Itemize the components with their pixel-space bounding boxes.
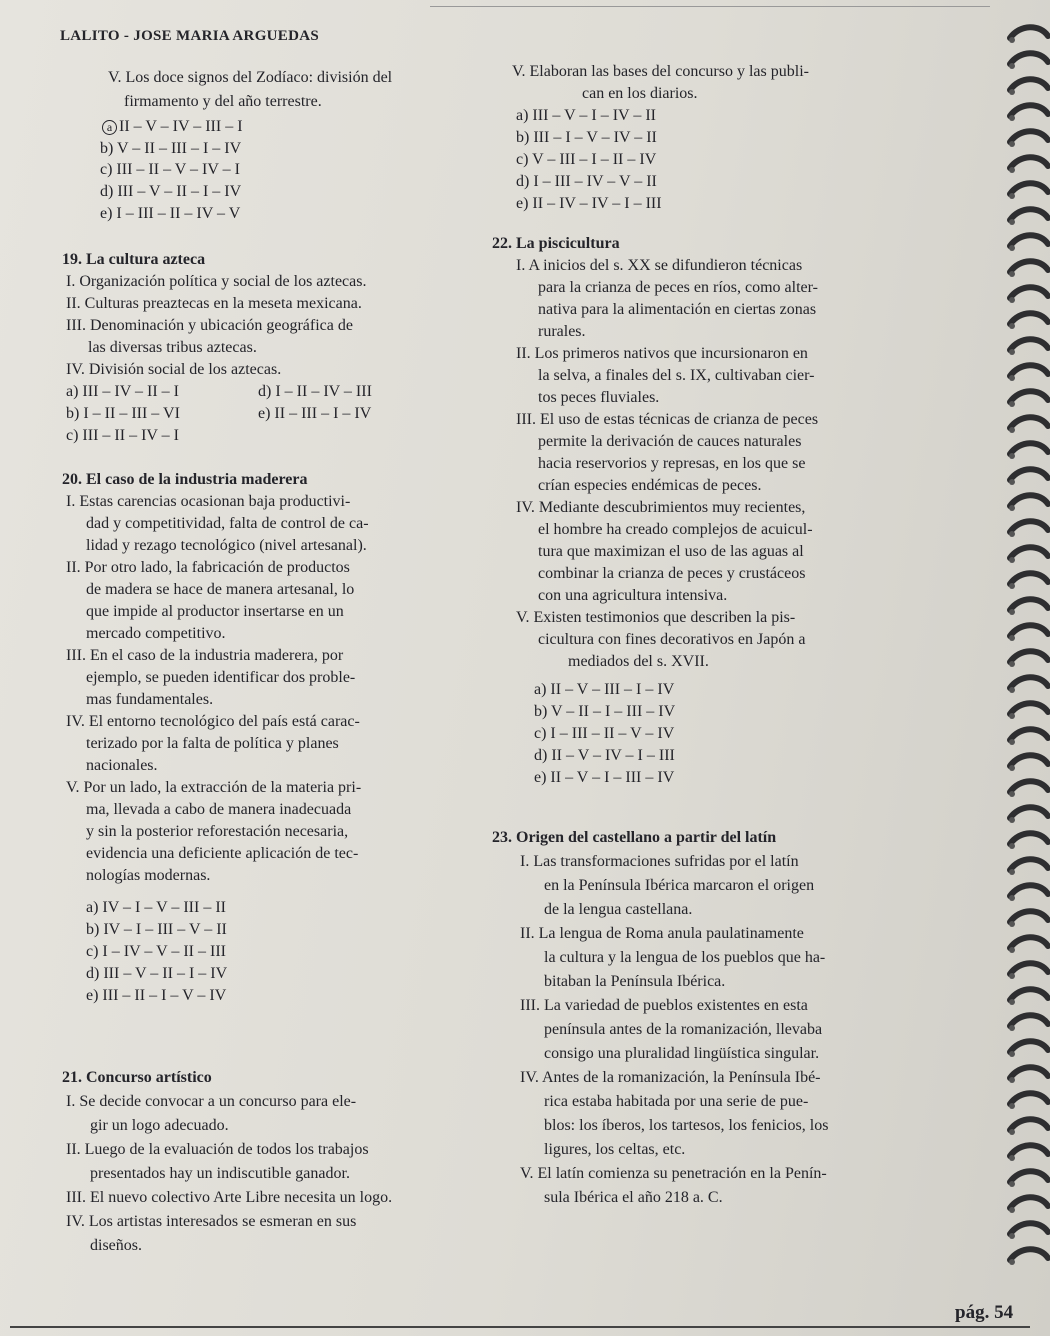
binding-hole (1009, 1181, 1015, 1187)
text-line-q20-b: b) IV – I – III – V – II (86, 921, 227, 938)
text-line-q22-7: tos peces fluviales. (538, 389, 660, 406)
spiral-ring (1010, 235, 1048, 246)
binding-hole (1009, 401, 1015, 407)
spiral-ring (1010, 1145, 1048, 1156)
binding-hole (1009, 713, 1015, 719)
spiral-ring (1010, 1197, 1048, 1208)
text-line-q22-c: c) I – III – II – V – IV (534, 725, 675, 742)
text-line-q20-10: mas fundamentales. (86, 691, 214, 708)
spiral-ring (1010, 1171, 1048, 1182)
binding-hole (1009, 817, 1015, 823)
binding-hole (1009, 843, 1015, 849)
binding-hole (1009, 557, 1015, 563)
text-line-q22-12: IV. Mediante descubrimientos muy recientes, (516, 499, 806, 516)
text-line-q23-9: consigo una pluralidad lingüística singular. (544, 1045, 820, 1062)
text-line-q22-5: II. Los primeros nativos que incursionaron en (516, 345, 808, 362)
text-line-r-2: can en los diarios. (582, 85, 698, 102)
text-line-q20-15: ma, llevada a cabo de manera inadecuada (86, 801, 352, 818)
binding-hole (1009, 1077, 1015, 1083)
spiral-ring (1010, 911, 1048, 922)
text-line-q22-2: para la crianza de peces en ríos, como alter- (538, 279, 818, 296)
binding-hole (1009, 1233, 1015, 1239)
binding-hole (1009, 167, 1015, 173)
text-line-q23-5: la cultura y la lengua de los pueblos que ha- (544, 949, 826, 966)
text-line-q21-6: IV. Los artistas interesados se esmeran en sus (66, 1213, 357, 1230)
text-line-zod-2: firmamento y del año terrestre. (124, 93, 322, 110)
binding-hole (1009, 427, 1015, 433)
spiral-ring (1010, 391, 1048, 402)
text-line-q20-5: de madera se hace de manera artesanal, lo (86, 581, 355, 598)
top-rule (430, 6, 990, 7)
spiral-ring (1010, 781, 1048, 792)
text-line-q23-4: II. La lengua de Roma anula paulatinamente (520, 925, 804, 942)
text-line-q22-15: combinar la crianza de peces y crustáceos (538, 565, 806, 582)
spiral-ring (1010, 989, 1048, 1000)
text-line-q19-5: IV. División social de los aztecas. (66, 361, 282, 378)
text-line-zod-d: d) III – V – II – I – IV (100, 183, 242, 200)
text-line-q20-d: d) III – V – II – I – IV (86, 965, 228, 982)
text-line-q23-6: bitaban la Península Ibérica. (544, 973, 726, 990)
text-line-q21-5: III. El nuevo colectivo Arte Libre necesita un logo. (66, 1189, 393, 1206)
text-line-q22-19: mediados del s. XVII. (568, 653, 709, 670)
text-line-zod-1: V. Los doce signos del Zodíaco: división del (108, 69, 393, 86)
text-line-q23-3: de la lengua castellana. (544, 901, 693, 918)
binding-hole (1009, 1155, 1015, 1161)
text-line-zod-c: c) III – II – V – IV – I (100, 161, 240, 178)
spiral-ring (1010, 859, 1048, 870)
spiral-ring (1010, 443, 1048, 454)
text-line-q19-c: c) III – II – IV – I (66, 427, 179, 444)
text-line-q20-17: evidencia una deficiente aplicación de tec- (86, 845, 359, 862)
spiral-ring (1010, 1119, 1048, 1130)
circled-option-mark: a (102, 120, 117, 135)
text-line-q20-c: c) I – IV – V – II – III (86, 943, 226, 960)
binding-hole (1009, 1103, 1015, 1109)
spiral-ring (1010, 1015, 1048, 1026)
binding-hole (1009, 583, 1015, 589)
text-line-q22-b: b) V – II – I – III – IV (534, 703, 676, 720)
text-line-q22-a: a) II – V – III – I – IV (534, 681, 675, 698)
spiral-ring (1010, 547, 1048, 558)
binding-hole (1009, 505, 1015, 511)
text-line-q19-3: III. Denominación y ubicación geográfica de (66, 317, 353, 334)
text-line-q22-18: cicultura con fines decorativos en Japón a (538, 631, 806, 648)
option-text: II – V – IV – III – I (119, 118, 243, 135)
text-line-q22-14: tura que maximizan el uso de las aguas al (538, 543, 804, 560)
spiral-ring (1010, 261, 1048, 272)
text-line-q20-14: V. Por un lado, la extracción de la materia pri- (66, 779, 362, 796)
spiral-ring (1010, 365, 1048, 376)
text-line-r-1: V. Elaboran las bases del concurso y las publi- (512, 63, 809, 80)
text-line-q20-3: lidad y rezago tecnológico (nivel artesanal). (86, 537, 367, 554)
spiral-ring (1010, 417, 1048, 428)
spiral-ring (1010, 729, 1048, 740)
text-line-r-b: b) III – I – V – IV – II (516, 129, 657, 146)
binding-hole (1009, 479, 1015, 485)
text-line-q21-1: I. Se decide convocar a un concurso para ele- (66, 1093, 357, 1110)
text-line-r-e: e) II – IV – IV – I – III (516, 195, 662, 212)
spiral-ring (1010, 27, 1048, 38)
binding-hole (1009, 765, 1015, 771)
text-line-q20-11: IV. El entorno tecnológico del país está carac- (66, 713, 360, 730)
spiral-ring (1010, 521, 1048, 532)
text-line-q20-16: y sin la posterior reforestación necesaria, (86, 823, 349, 840)
spiral-ring (1010, 651, 1048, 662)
text-line-zod-a (102, 117, 243, 137)
binding-hole (1009, 1025, 1015, 1031)
text-line-q22-13: el hombre ha creado complejos de acuicul- (538, 521, 813, 538)
text-line-zod-e: e) I – III – II – IV – V (100, 205, 241, 222)
spiral-ring (1010, 1093, 1048, 1104)
question-title-q22: 22. La piscicultura (492, 235, 620, 252)
binding-hole (1009, 531, 1015, 537)
bottom-rule (10, 1326, 1030, 1328)
text-line-q22-6: la selva, a finales del s. IX, cultivaban cier- (538, 367, 815, 384)
binding-hole (1009, 375, 1015, 381)
page-number: pág. 54 (955, 1302, 1014, 1323)
text-line-q22-8: III. El uso de estas técnicas de crianza de peces (516, 411, 819, 428)
spiral-ring (1010, 313, 1048, 324)
question-title-q19: 19. La cultura azteca (62, 251, 206, 268)
spiral-ring (1010, 677, 1048, 688)
text-line-q21-2: gir un logo adecuado. (90, 1117, 229, 1134)
binding-hole (1009, 869, 1015, 875)
text-line-r-c: c) V – III – I – II – IV (516, 151, 657, 168)
text-line-q19-4: las diversas tribus aztecas. (88, 339, 257, 356)
text-line-q20-e: e) III – II – I – V – IV (86, 987, 227, 1004)
text-line-q21-7: diseños. (90, 1237, 142, 1254)
text-line-q22-3: nativa para la alimentación en ciertas zonas (538, 301, 817, 318)
spiral-ring (1010, 755, 1048, 766)
text-line-q19-2: II. Culturas preaztecas en la meseta mexicana. (66, 295, 362, 312)
spiral-ring (1010, 1067, 1048, 1078)
spiral-ring (1010, 469, 1048, 480)
text-line-q19-d: d) I – II – IV – III (258, 383, 372, 400)
binding-hole (1009, 297, 1015, 303)
binding-hole (1009, 635, 1015, 641)
binding-hole (1009, 661, 1015, 667)
spiral-ring (1010, 625, 1048, 636)
binding-hole (1009, 973, 1015, 979)
binding-hole (1009, 271, 1015, 277)
binding-hole (1009, 687, 1015, 693)
spiral-ring (1010, 937, 1048, 948)
text-line-q22-d: d) II – V – IV – I – III (534, 747, 675, 764)
spiral-ring (1010, 807, 1048, 818)
text-line-q23-7: III. La variedad de pueblos existentes en esta (520, 997, 808, 1014)
text-line-q20-8: III. En el caso de la industria maderera, por (66, 647, 344, 664)
binding-hole (1009, 245, 1015, 251)
spiral-ring (1010, 105, 1048, 116)
text-line-q22-e: e) II – V – I – III – IV (534, 769, 675, 786)
question-title-q21: 21. Concurso artístico (62, 1069, 212, 1086)
text-line-q22-4: rurales. (538, 323, 586, 340)
binding-hole (1009, 947, 1015, 953)
text-line-q22-17: V. Existen testimonios que describen la pis- (516, 609, 796, 626)
text-line-q23-10: IV. Antes de la romanización, la Península Ibé- (520, 1069, 821, 1086)
binding-hole (1009, 1129, 1015, 1135)
text-line-q23-11: rica estaba habitada por una serie de pue- (544, 1093, 809, 1110)
text-line-r-d: d) I – III – IV – V – II (516, 173, 657, 190)
binding-hole (1009, 115, 1015, 121)
spiral-ring (1010, 833, 1048, 844)
spiral-ring (1010, 183, 1048, 194)
text-line-q20-6: que impide al productor insertarse en un (86, 603, 344, 620)
text-line-q23-14: V. El latín comienza su penetración en la Penín- (520, 1165, 827, 1182)
text-line-q20-7: mercado competitivo. (86, 625, 226, 642)
text-line-q22-1: I. A inicios del s. XX se difundieron técnicas (516, 257, 803, 274)
spiral-ring (1010, 287, 1048, 298)
text-line-q22-11: crían especies endémicas de peces. (538, 477, 762, 494)
binding-hole (1009, 141, 1015, 147)
spiral-ring (1010, 885, 1048, 896)
spiral-ring (1010, 703, 1048, 714)
binding-hole (1009, 1207, 1015, 1213)
binding-hole (1009, 63, 1015, 69)
text-line-q23-1: I. Las transformaciones sufridas por el latín (520, 853, 799, 870)
text-line-q23-12: blos: los íberos, los tartesos, los fenicios, los (544, 1117, 829, 1134)
text-line-q21-4: presentados hay un indiscutible ganador. (90, 1165, 350, 1182)
spiral-ring (1010, 157, 1048, 168)
spiral-ring (1010, 599, 1048, 610)
text-line-q19-a: a) III – IV – II – I (66, 383, 179, 400)
spiral-ring (1010, 79, 1048, 90)
binding-hole (1009, 323, 1015, 329)
page-header: LALITO - JOSE MARIA ARGUEDAS (60, 28, 320, 44)
spiral-ring (1010, 53, 1048, 64)
text-line-q23-2: en la Península Ibérica marcaron el origen (544, 877, 815, 894)
binding-hole (1009, 37, 1015, 43)
text-line-q20-18: nologías modernas. (86, 867, 211, 884)
binding-hole (1009, 219, 1015, 225)
text-line-q20-2: dad y competitividad, falta de control de ca- (86, 515, 369, 532)
binding-hole (1009, 349, 1015, 355)
binding-hole (1009, 1259, 1015, 1265)
spiral-ring (1010, 131, 1048, 142)
text-line-q22-9: permite la derivación de cauces naturales (538, 433, 802, 450)
text-line-q20-12: terizado por la falta de política y planes (86, 735, 339, 752)
binding-hole (1009, 999, 1015, 1005)
spiral-ring (1010, 573, 1048, 584)
spiral-ring (1010, 1249, 1048, 1260)
spiral-ring (1010, 339, 1048, 350)
binding-hole (1009, 895, 1015, 901)
text-line-q19-e: e) II – III – I – IV (258, 405, 372, 422)
binding-hole (1009, 609, 1015, 615)
text-line-q20-a: a) IV – I – V – III – II (86, 899, 226, 916)
spiral-binding-icon (1006, 20, 1050, 1280)
text-line-q23-13: ligures, los celtas, etc. (544, 1141, 686, 1158)
binding-hole (1009, 791, 1015, 797)
text-line-zod-b: b) V – II – III – I – IV (100, 140, 242, 157)
text-line-q21-3: II. Luego de la evaluación de todos los trabajos (66, 1141, 369, 1158)
spiral-ring (1010, 495, 1048, 506)
text-line-q22-16: con una agricultura intensiva. (538, 587, 728, 604)
spiral-ring (1010, 1223, 1048, 1234)
text-line-q22-10: hacia reservorios y represas, en los que se (538, 455, 806, 472)
binding-hole (1009, 739, 1015, 745)
text-line-q20-13: nacionales. (86, 757, 158, 774)
spiral-ring (1010, 1041, 1048, 1052)
binding-hole (1009, 921, 1015, 927)
text-line-q23-15: sula Ibérica el año 218 a. C. (544, 1189, 723, 1206)
binding-hole (1009, 193, 1015, 199)
question-title-q23: 23. Origen del castellano a partir del latín (492, 829, 777, 846)
text-line-q19-b: b) I – II – III – VI (66, 405, 180, 422)
spiral-ring (1010, 209, 1048, 220)
text-line-q20-9: ejemplo, se pueden identificar dos proble- (86, 669, 356, 686)
text-line-q20-1: I. Estas carencias ocasionan baja productivi- (66, 493, 351, 510)
text-line-q20-4: II. Por otro lado, la fabricación de productos (66, 559, 350, 576)
binding-hole (1009, 1051, 1015, 1057)
text-line-r-a: a) III – V – I – IV – II (516, 107, 656, 124)
text-line-q19-1: I. Organización política y social de los aztecas. (66, 273, 367, 290)
question-title-q20: 20. El caso de la industria maderera (62, 471, 308, 488)
binding-hole (1009, 89, 1015, 95)
binding-hole (1009, 453, 1015, 459)
spiral-ring (1010, 963, 1048, 974)
text-line-q23-8: península antes de la romanización, llevaba (544, 1021, 823, 1038)
